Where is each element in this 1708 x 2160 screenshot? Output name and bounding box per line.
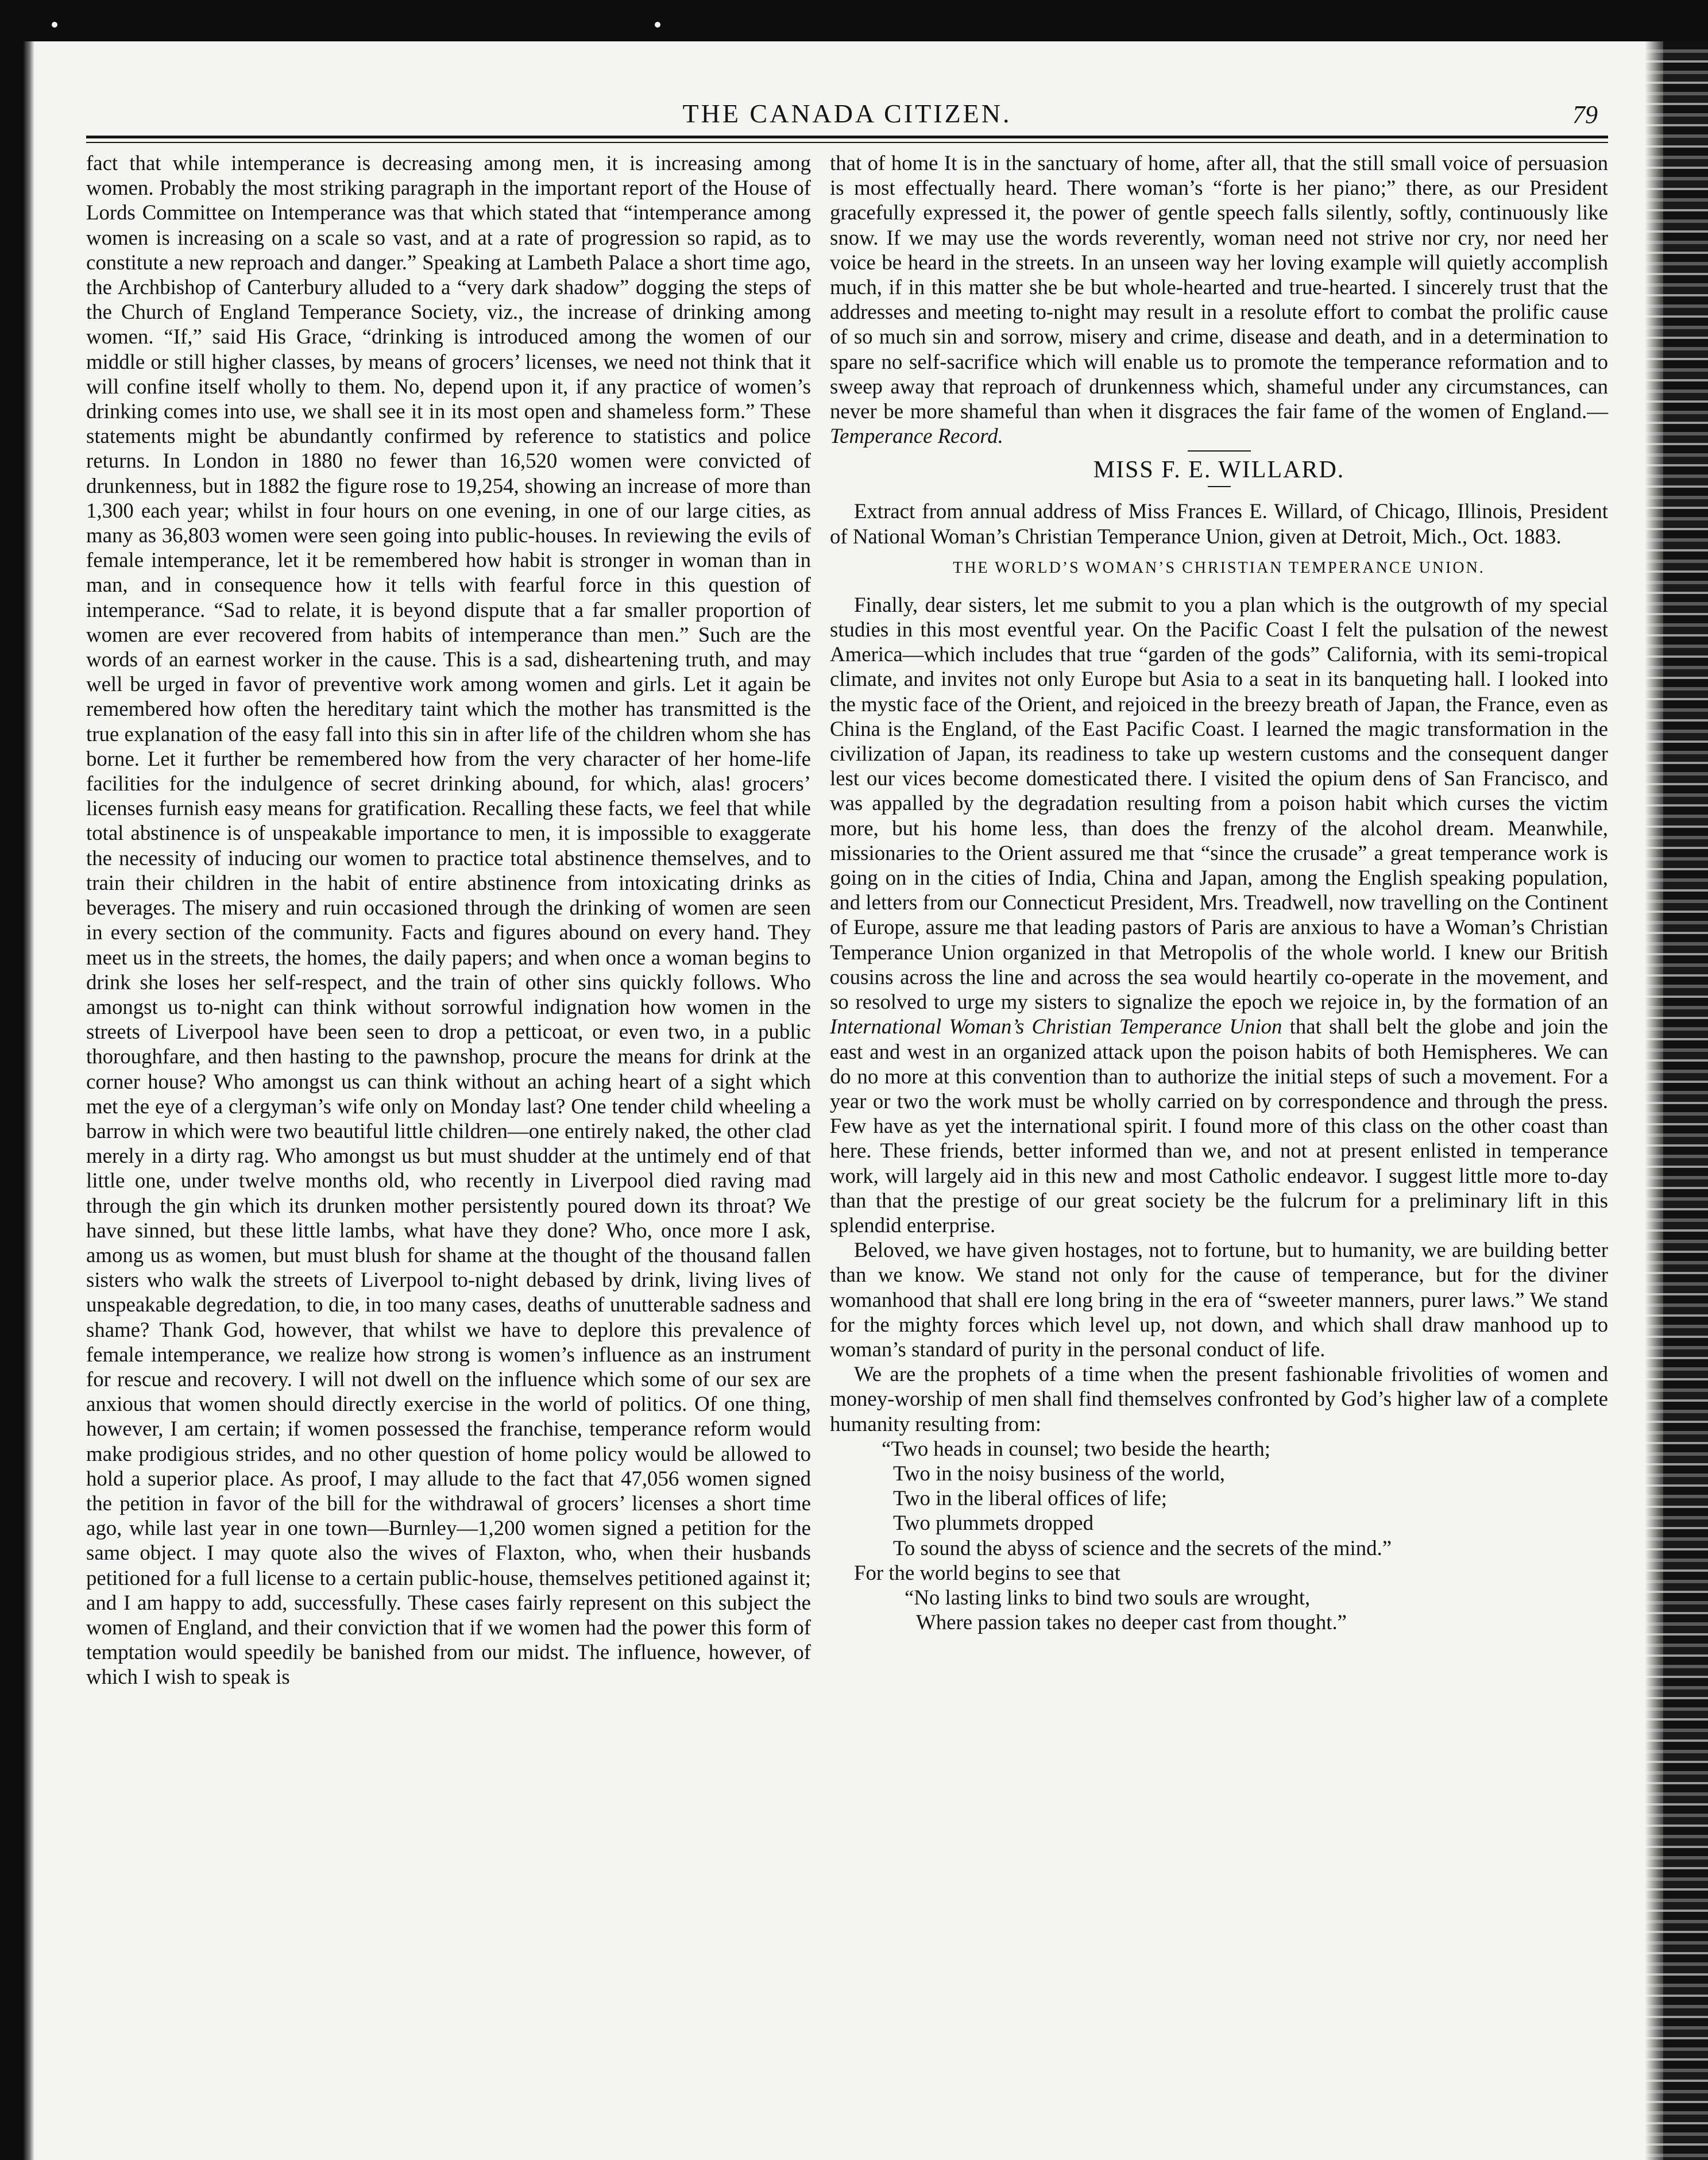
running-title: THE CANADA CITIZEN. bbox=[682, 99, 1012, 128]
header-rule-thin bbox=[86, 142, 1608, 143]
verse-line: To sound the abyss of science and the secrets of the mind.” bbox=[893, 1536, 1392, 1560]
scan-mark bbox=[655, 22, 660, 28]
article-continuation-text: fact that while intemperance is decreasing among men, it is increasing among women. Probably the most striking paragraph in the important report of the House of Lords Committee on Intemperance was that which stated that “intemperance among women is increasing on a scale so vast, and at a rate of progression so rapid, as to constitute a new reproach and danger.” Speaking at Lambeth Palace a short time ago, the Archbishop of Canterbury alluded to a “very dark shadow” dogging the steps of the Church of England Temperance Society, viz., the increase of drinking among women. “If,” said His Grace, “drinking is introduced among the women of our middle or still higher classes, by means of grocers’ licenses, we need not think that it will confine itself wholly to them. No, depend upon it, if any practice of women’s drinking comes into use, we shall see it in its most open and shameless form.” These statements might be abundantly confirmed by reference to statistics and police returns. In London in 1880 no fewer than 16,520 women were convicted of drunkenness, but in 1882 the figure rose to 19,254, showing an increase of more than 1,300 each year; whilst in four hours on one evening, in one of our large cities, as many as 36,803 women were seen going into public-houses. In reviewing the evils of female intemperance, let it be remembered how habit is stronger in woman than in man, and in consequence how it tells with fearful force in this question of intemperance. “Sad to relate, it is beyond dispute that a far smaller proportion of women are ever recovered from habits of intemperance than men.” Such are the words of an earnest worker in the cause. This is a sad, disheartening truth, and may well be urged in favor of preventive work among women and girls. Let it again be remembered how often the hereditary taint which the mother has transmitted is the true explanation of the easy fall into this sin in after life of the children whom she has borne. Let it further be remembered how from the very character of her home-life facilities for the indulgence of secret drinking abound, for which, alas! grocers’ licenses furnish easy means for gratification. Recalling these facts, we feel that while total abstinence is of unspeakable importance to men, it is impossible to exaggerate the necessity of inducing our women to practice total abstinence themselves, and to train their children in the habit of entire abstinence from intoxicating drinks as beverages. The misery and ruin occasioned through the drinking of women are seen in every section of the community. Facts and figures abound on every hand. They meet us in the streets, the homes, the daily papers; and when once a woman begins to drink she loses her self-respect, and the train of other sins quickly follows. Who amongst us to-night can think without sorrowful indignation how women in the streets of Liverpool have been seen to drop a petticoat, or even two, in a public thoroughfare, and then hasting to the pawnshop, procure the means for drink at the corner house? Who amongst us can think without an aching heart of a sight which met the eye of a clergyman’s wife only on Monday last? One tender child wheeling a barrow in which were two beautiful little children—one entirely naked, the other clad merely in a dirty rag. Who amongst us but must shudder at the untimely end of that little one, under twelve months old, who recently in Liverpool died raving mad through the gin which its drunken mother persistently poured down its throat? We have sinned, but these little lambs, what have they done? Who, once more I ask, among us as women, but must blush for shame at the thought of the thousand fallen sisters who walk the streets of Liverpool to-night debased by drink, living lives of unspeakable degredation, to die, in too many cases, deaths of unutterable sadness and shame? Thank God, however, that whilst we have to deplore this prevalence of female intemperance, we realize how strong is women’s influence as an instrument for rescue and recovery. I will not dwell on the influence which some of our sex are anxious that women should directly exercise in the world of politics. Of one thing, however, I am certain; if women possessed the franchise, temperance reform would make prodigious strides, and no other question of home policy would be allowed to hold a superior place. As proof, I may allude to the fact that 47,056 women signed the petition in favor of the bill for the withdrawal of grocers’ licenses a short time ago, while last year in one town—Burnley—1,200 women signed a petition for the same object. I may quote also the wives of Flaxton, who, when their husbands petitioned for a full license to a certain public-house, themselves petitioned against it; and I am happy to add, successfully. These cases fairly represent on this subject the women of England, and their conviction that if we women had the power this form of temptation would speedily be banished from our midst. The influence, however, of which I wish to speak is bbox=[86, 151, 811, 1689]
verse-quote bbox=[830, 1585, 1608, 1634]
scan-left-border bbox=[0, 41, 34, 2160]
article-continuation bbox=[830, 151, 1608, 448]
paragraph-text: that shall belt the globe and join the east and west in an organized attack upon the poison habits of both Hemispheres. We can do no more at this convention than to authorize the initial steps of such a movement. For a year or two the work must be wholly carried on by correspondence and through the press. Few have as yet the international spirit. I found more of this class on the other coast than here. These friends, better informed than we, and not at present enlisted in temperance work, will largely aid in this new and most Catholic endeavor. I suggest little more to-day than that the prestige of our great society be the fulcrum for a preliminary lift in this splendid enterprise. bbox=[830, 1015, 1609, 1237]
right-column bbox=[830, 151, 1608, 1874]
header-rule bbox=[86, 136, 1608, 138]
paragraph bbox=[830, 592, 1608, 1237]
verse-line: Two in the noisy business of the world, bbox=[893, 1461, 1225, 1485]
title-separator bbox=[1208, 486, 1231, 487]
verse-line: Where passion takes no deeper cast from thought.” bbox=[916, 1610, 1347, 1634]
scan-top-border bbox=[0, 0, 1708, 41]
scan-right-border bbox=[1645, 41, 1708, 2160]
subheading: THE WORLD’S WOMAN’S CHRISTIAN TEMPERANCE UNION. bbox=[953, 558, 1485, 577]
paragraph: For the world begins to see that bbox=[854, 1560, 1120, 1584]
page-number: 79 bbox=[1572, 101, 1598, 129]
continuation-text: that of home It is in the sanctuary of home, after all, that the still small voice of persuasion is most effectually heard. There woman’s “forte is her piano;” there, as our President gracefully expressed it, the power of gentle speech falls silently, softly, continuously like snow. If we may use the words reverently, woman need not strive nor cry, nor need her voice be heard in the streets. In an unseen way her loving example will quietly accomplish much, if in this matter she be but whole-hearted and true-hearted. I sincerely trust that the addresses and meeting to-night may result in a resolute effort to combat the prolific cause of so much sin and sorrow, misery and crime, disease and death, and in a determination to spare no self-sacrifice which will enable us to promote the temperance reformation and to sweep away that reproach of drunkenness which, shameful under any circumstances, can never be more shameful than when it disgraces the fair fame of the women of England.— bbox=[830, 151, 1608, 423]
scan-mark bbox=[52, 22, 57, 28]
paragraph: Beloved, we have given hostages, not to fortune, but to humanity, we are building better than we know. We stand not only for the cause of temperance, but for the diviner womanhood that shall ere long bring in the era of “sweeter manners, purer laws.” We stand for the mighty forces which level up, not down, and which shall draw manhood up to woman’s standard of purity in the personal conduct of life. bbox=[830, 1238, 1608, 1361]
verse-line: “No lasting links to bind two souls are wrought, bbox=[905, 1585, 1311, 1609]
verse-line: “Two heads in counsel; two beside the hearth; bbox=[882, 1436, 1270, 1460]
verse-quote bbox=[830, 1436, 1608, 1560]
verse-line: Two in the liberal offices of life; bbox=[893, 1486, 1167, 1510]
source-credit: Temperance Record. bbox=[830, 424, 1003, 448]
page-header bbox=[86, 98, 1608, 132]
section-separator bbox=[1188, 450, 1251, 452]
verse-line: Two plummets dropped bbox=[893, 1511, 1093, 1535]
union-name: International Woman’s Christian Temperance Union bbox=[830, 1015, 1282, 1039]
left-column bbox=[86, 151, 811, 2155]
paragraph: We are the prophets of a time when the present fashionable frivolities of women and money-worship of men shall find themselves confronted by God’s higher law of a complete humanity resulting from: bbox=[830, 1362, 1608, 1436]
paragraph-text: Finally, dear sisters, let me submit to you a plan which is the outgrowth of my special studies in this most eventful year. On the Pacific Coast I felt the pulsation of the newest America—which includes that true “garden of the gods” California, with its semi-tropical climate, and invites not only Europe but Asia to a seat in its banqueting hall. I looked into the mystic face of the Orient, and rejoiced in the breezy breath of Japan, the France, even as China is the England, of the East Pacific Coast. I learned the magic transformation in the civilization of Japan, its readiness to take up western customs and the consequent danger lest our vices become domesticated there. I visited the opium dens of San Francisco, and was appalled by the degradation resulting from a poison habit which curses the victim more, but his home less, than does the frenzy of the alcohol dream. Meanwhile, missionaries to the Orient assured me that “since the crusade” a great temperance work is going on in the cities of India, China and Japan, among the English speaking population, and letters from our Connecticut President, Mrs. Treadwell, now travelling on the Continent of Europe, assure me that leading pastors of Paris are anxious to have a Woman’s Christian Temperance Union organized in that Metropolis of the whole world. I knew our British cousins across the line and across the sea would heartily co-operate in the movement, and so resolved to urge my sisters to signalize the epoch we rejoice in, by the formation of an bbox=[830, 592, 1608, 1014]
address-intro: Extract from annual address of Miss Frances E. Willard, of Chicago, Illinois, President of National Woman’s Christian Temperance Union, given at Detroit, Mich., Oct. 1883. bbox=[830, 499, 1608, 548]
section-title: MISS F. E. WILLARD. bbox=[1093, 457, 1345, 484]
